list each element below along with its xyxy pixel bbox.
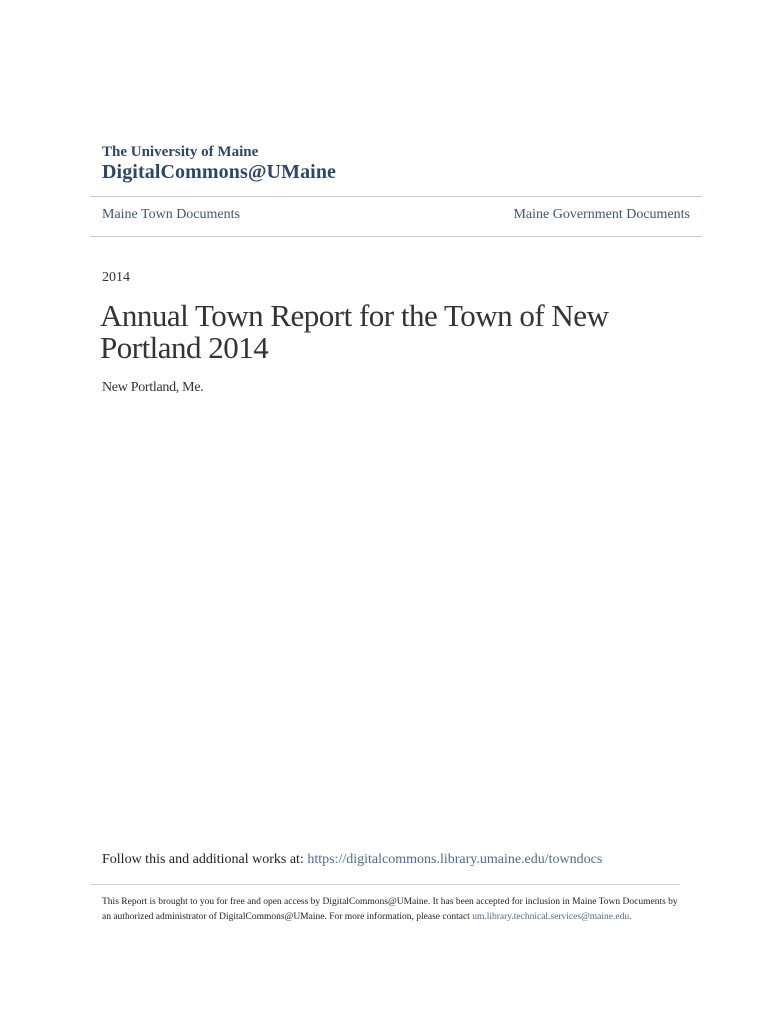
footer-divider: [90, 884, 680, 885]
repository-name[interactable]: DigitalCommons@UMaine: [102, 161, 337, 183]
notice-text: This Report is brought to you for free and open access by DigitalCommons@UMaine. It has been accepted for inclusion in Maine Town Documents by an authorized administrator of DigitalCommons@UMaine. For more information, please contact: [102, 897, 678, 922]
contact-email-link[interactable]: um.library.technical.services@maine.edu: [472, 912, 630, 922]
university-name: The University of Maine: [102, 144, 259, 160]
follow-url-link[interactable]: https://digitalcommons.library.umaine.edu/towndocs: [307, 852, 603, 867]
document-title: Annual Town Report for the Town of New Portland 2014: [100, 298, 609, 365]
collection-link-town-documents[interactable]: Maine Town Documents: [102, 207, 240, 222]
document-author: New Portland, Me.: [102, 380, 204, 395]
notice-end: .: [629, 912, 632, 922]
collection-link-government-documents[interactable]: Maine Government Documents: [513, 207, 690, 222]
header-divider-top: [90, 196, 702, 197]
access-notice: [102, 895, 682, 925]
follow-label: Follow this and additional works at:: [102, 852, 308, 867]
header-divider-bottom: [90, 236, 702, 237]
follow-line: [102, 852, 602, 868]
publication-year: 2014: [102, 270, 130, 285]
